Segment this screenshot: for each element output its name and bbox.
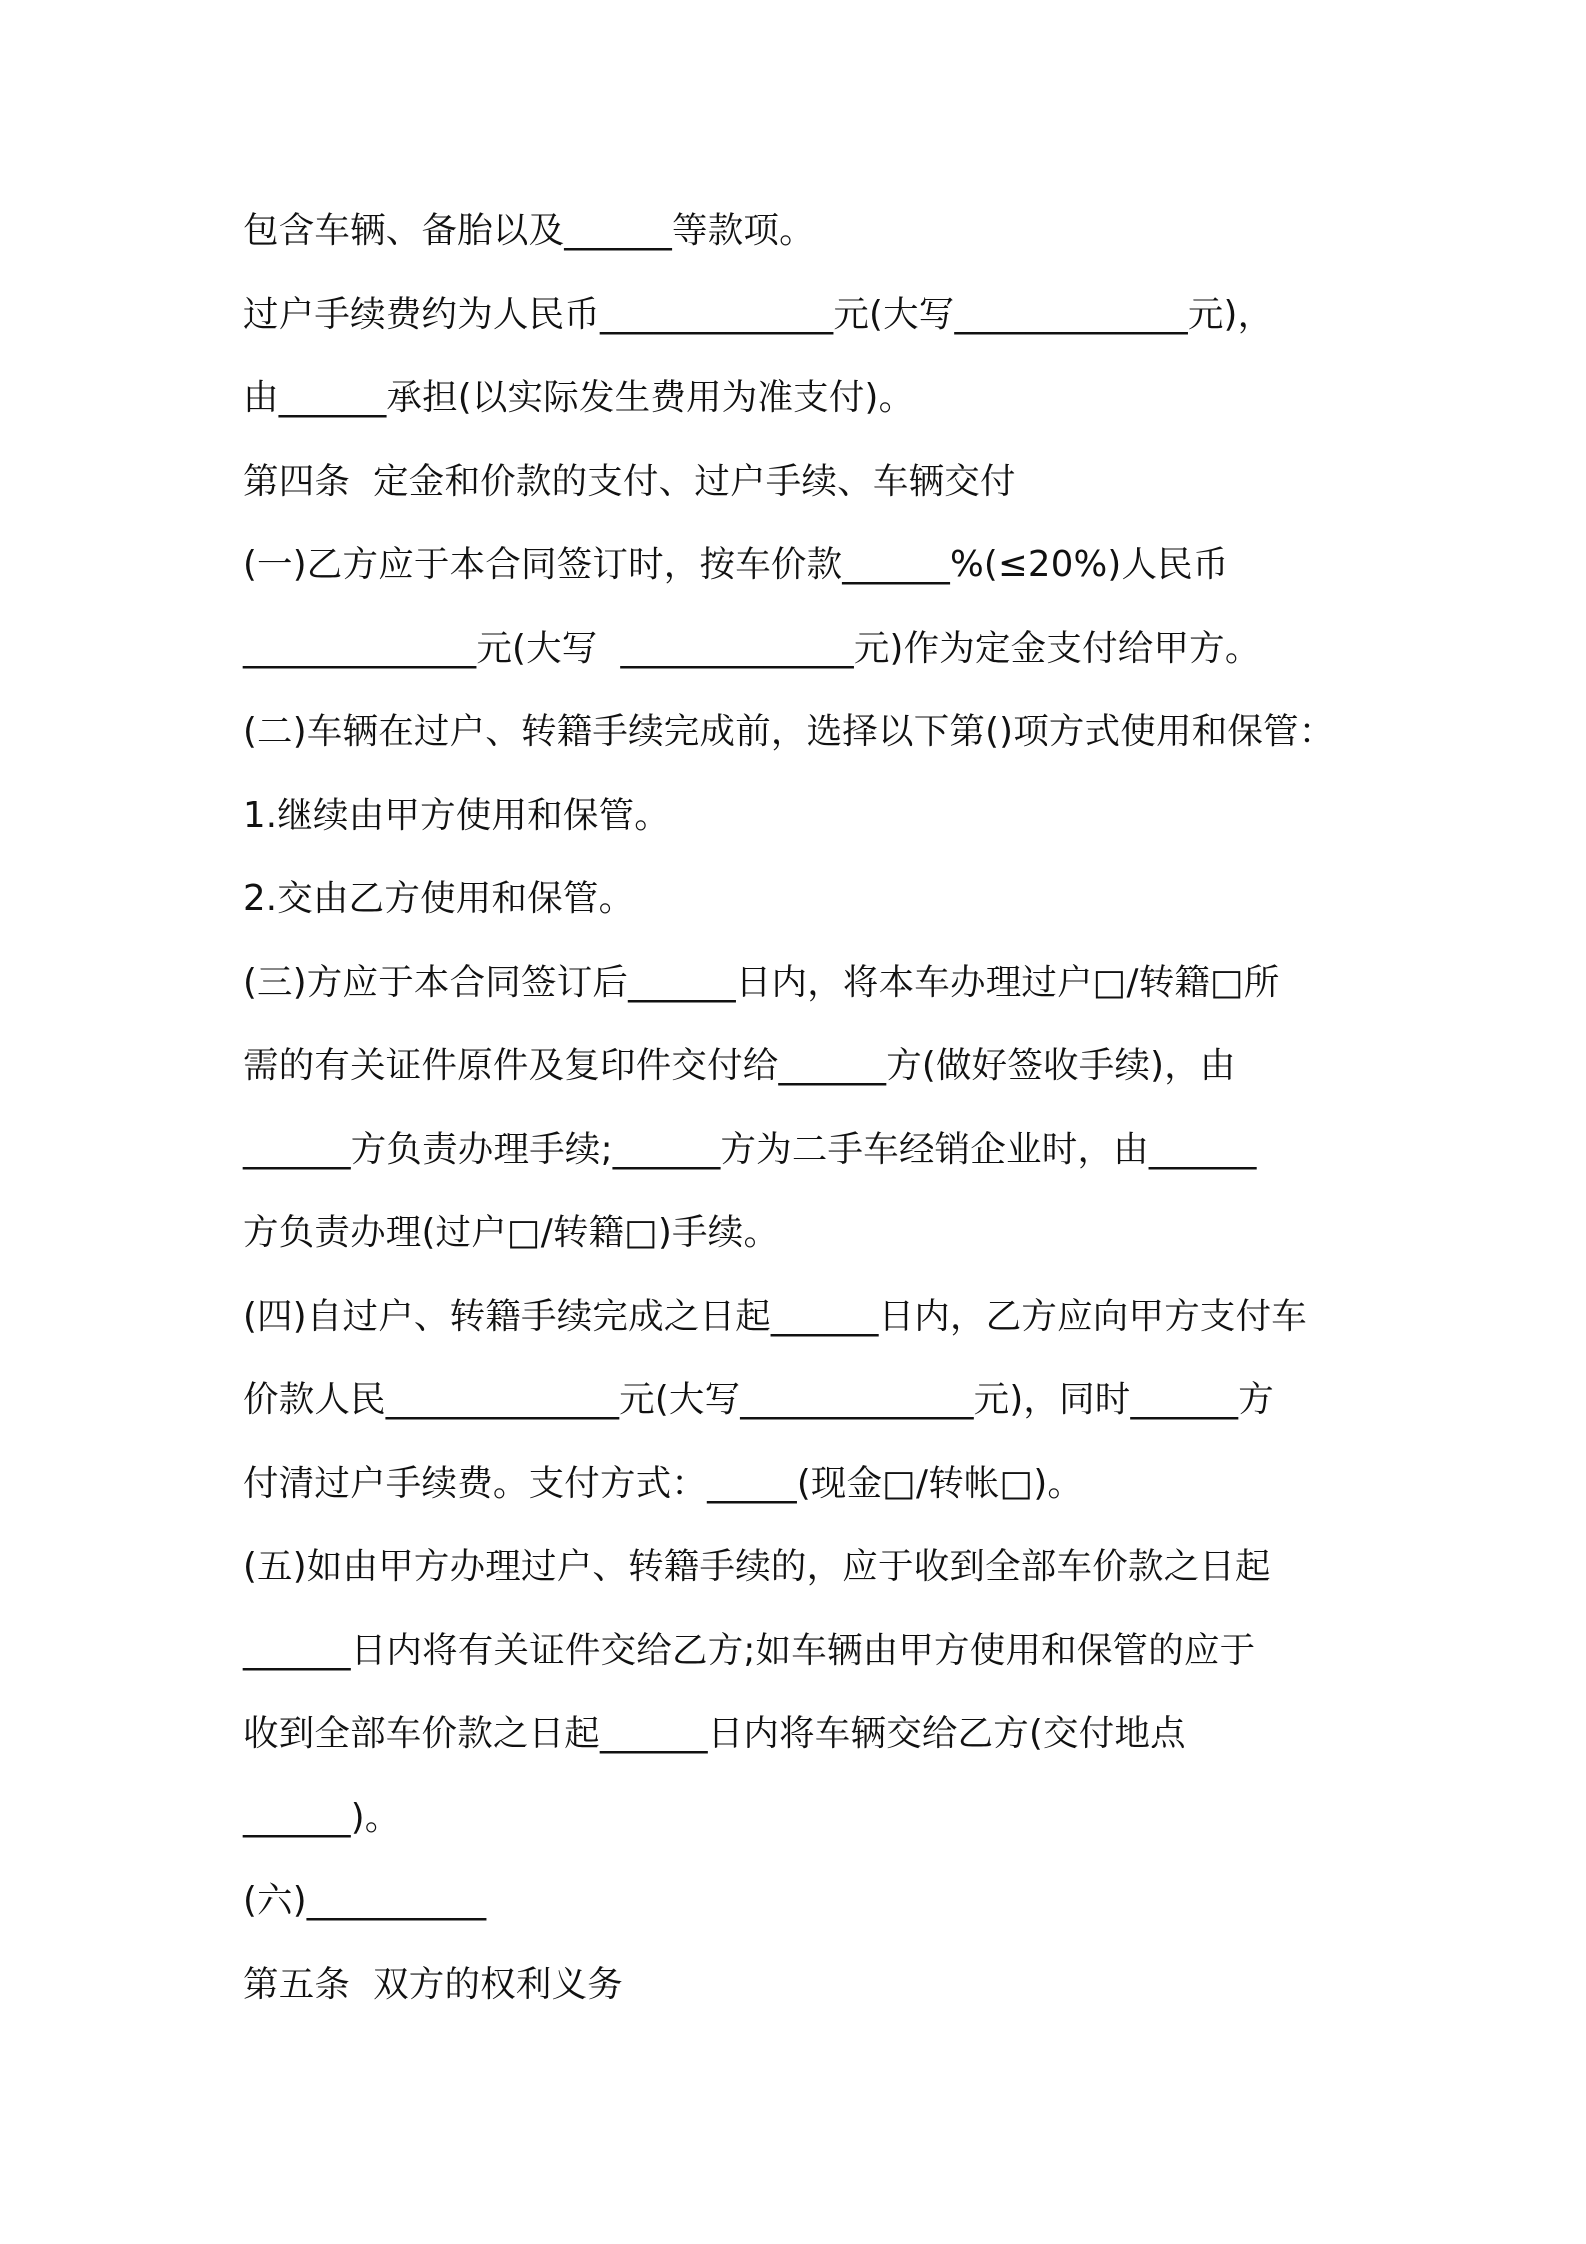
text-line: 方负责办理(过户□/转籍□)手续。 (243, 1212, 780, 1253)
text-line: 付清过户手续费。支付方式：_____(现金□/转帐□)。 (243, 1462, 1084, 1504)
text-line: 需的有关证件原件及复印件交付给______方(做好签收手续)，由 (243, 1045, 1236, 1086)
section-heading: 第五条 双方的权利义务 (243, 1963, 623, 2005)
text-line: (三)方应于本合同签订后______日内，将本车办理过户□/转籍□所 (243, 961, 1280, 1003)
text-line: ______)。 (243, 1796, 401, 1838)
text-line: 过户手续费约为人民币_____________元(大写_____________元)， (243, 293, 1274, 335)
text-line: 包含车辆、备胎以及______等款项。 (243, 210, 815, 251)
text-line: ______日内将有关证件交给乙方;如车辆由甲方使用和保管的应于 (243, 1629, 1256, 1671)
text-line: 1.继续由甲方使用和保管。 (243, 794, 670, 836)
section-heading: 第四条 定金和价款的支付、过户手续、车辆交付 (243, 460, 1016, 502)
text-line: (五)如由甲方办理过户、转籍手续的，应于收到全部车价款之日起 (243, 1546, 1271, 1587)
text-line: 由______承担(以实际发生费用为准支付)。 (243, 377, 915, 418)
text-line: (六)__________ (243, 1880, 487, 1921)
contract-text-body (243, 198, 1363, 2035)
text-line: (一)乙方应于本合同签订时，按车价款______%(≤20%)人民币 (243, 544, 1229, 585)
text-line: ______方负责办理手续;______方为二手车经销企业时，由______ (243, 1128, 1257, 1170)
text-line: 价款人民_____________元(大写_____________元)，同时______方 (243, 1379, 1274, 1420)
text-line: 收到全部车价款之日起______日内将车辆交给乙方(交付地点 (243, 1713, 1186, 1754)
text-line: (二)车辆在过户、转籍手续完成前，选择以下第()项方式使用和保管： (243, 711, 1335, 752)
text-line: _____________元(大写 _____________元)作为定金支付给甲方。 (243, 627, 1261, 669)
text-line: 2.交由乙方使用和保管。 (243, 878, 635, 919)
text-line: (四)自过户、转籍手续完成之日起______日内，乙方应向甲方支付车 (243, 1295, 1308, 1337)
